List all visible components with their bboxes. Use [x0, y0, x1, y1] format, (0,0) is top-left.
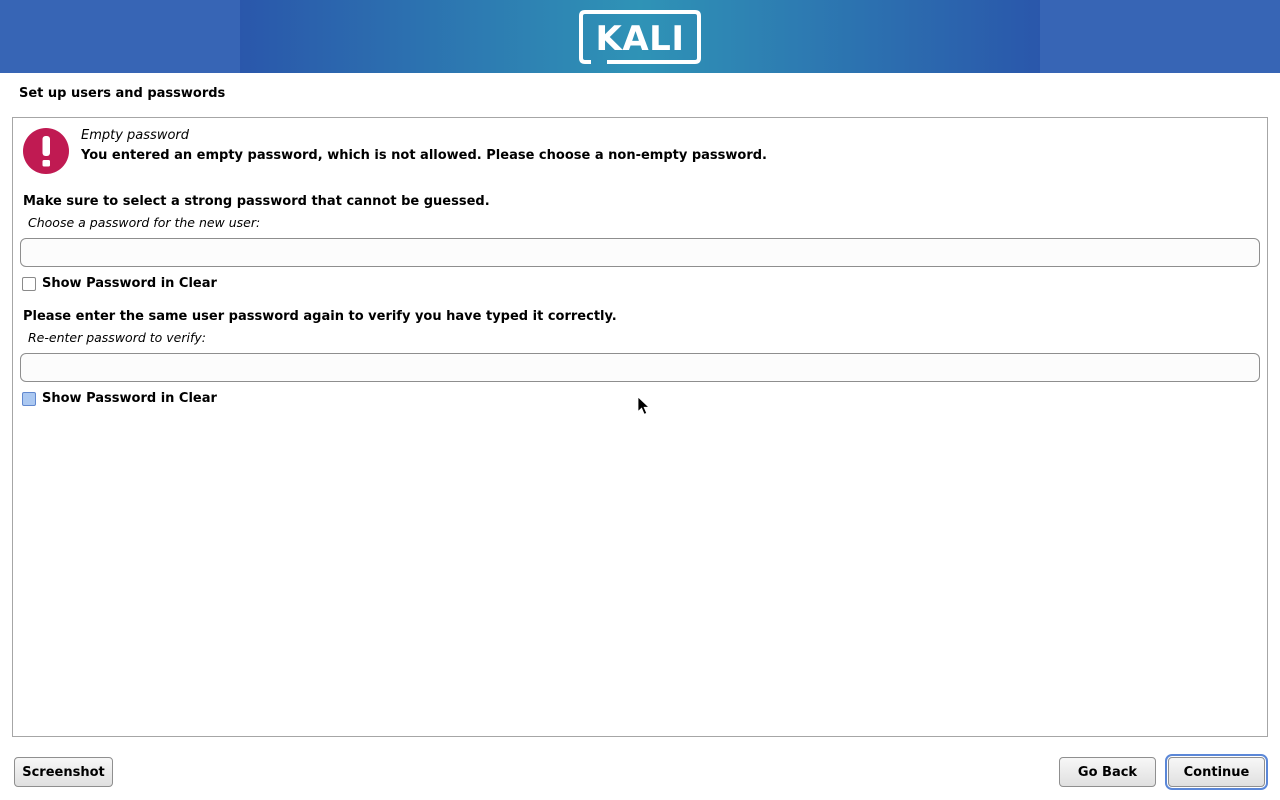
screenshot-button[interactable]: Screenshot: [14, 757, 113, 787]
error-icon: [23, 128, 69, 174]
main-content-panel: [12, 117, 1268, 737]
password-input[interactable]: [20, 238, 1260, 267]
password-field-label: Choose a password for the new user:: [28, 215, 261, 230]
show-password-checkbox-2[interactable]: [22, 392, 36, 406]
show-password-checkbox-1[interactable]: [22, 277, 36, 291]
error-message: You entered an empty password, which is not allowed. Please choose a non-empty password.: [81, 148, 767, 163]
strong-password-hint: Make sure to select a strong password that cannot be guessed.: [23, 194, 490, 209]
show-password-label-2[interactable]: Show Password in Clear: [42, 391, 217, 406]
error-title: Empty password: [81, 128, 189, 143]
page-title: Set up users and passwords: [19, 86, 226, 101]
show-password-label-1[interactable]: Show Password in Clear: [42, 276, 217, 291]
show-password-row-1[interactable]: [22, 276, 217, 291]
kali-logo-text: KALI: [595, 19, 685, 59]
verify-instruction: Please enter the same user password again to verify you have typed it correctly.: [23, 309, 617, 324]
banner-right-fill: [1040, 0, 1280, 73]
kali-logo-icon: [578, 8, 702, 66]
verify-password-input[interactable]: [20, 353, 1260, 382]
verify-field-label: Re-enter password to verify:: [28, 330, 206, 345]
go-back-button[interactable]: Go Back: [1059, 757, 1156, 787]
banner-left-fill: [0, 0, 240, 73]
show-password-row-2[interactable]: [22, 391, 217, 406]
installer-banner: [0, 0, 1280, 73]
continue-button[interactable]: Continue: [1168, 757, 1265, 787]
